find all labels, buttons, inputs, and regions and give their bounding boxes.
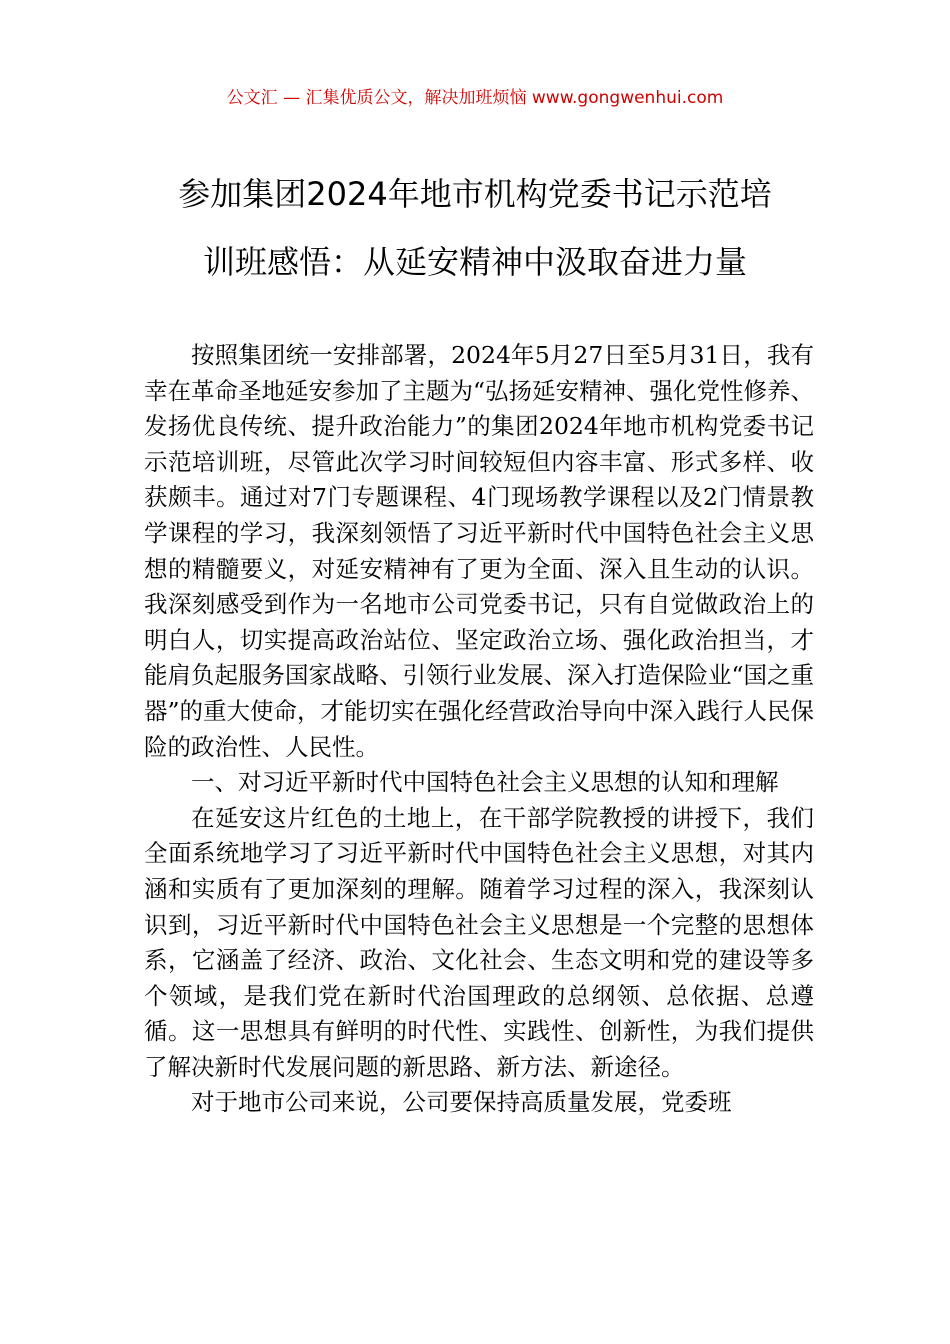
paragraph-continued: 对于地市公司来说，公司要保持高质量发展，党委班 — [191, 1088, 732, 1117]
title-line-2: 训班感悟：从延安精神中汲取奋进力量 — [202, 243, 747, 281]
document-body — [144, 338, 814, 1121]
section-heading-1: 一、对习近平新时代中国特色社会主义思想的认知和理解 — [191, 768, 779, 797]
paragraph-section-1: 在延安这片红色的土地上，在干部学院教授的讲授下，我们全面系统地学习了习近平新时代中国特色社会主义思想，对其内涵和实质有了更加深刻的理解。随着学习过程的深入，我深刻认识到，习近平新时代中国特色社会主义思想是一个完整的思想体系，它涵盖了经济、政治、文化社会、生态文明和党的建设等多个领域，是我们党在新时代治国理政的总纲领、总依据、总遵循。这一思想具有鲜明的时代性、实践性、创新性，为我们提供了解决新时代发展问题的新思路、新方法、新途径。 — [144, 803, 814, 1081]
title-line-1: 参加集团2024年地市机构党委书记示范培 — [178, 175, 772, 213]
site-banner: 公文汇 — 汇集优质公文，解决加班烦恼 www.gongwenhui.com — [226, 88, 724, 108]
document-title — [100, 160, 850, 296]
paragraph-intro: 按照集团统一安排部署，2024年5月27日至5月31日，我有幸在革命圣地延安参加了主题为“弘扬延安精神、强化党性修养、发扬优良传统、提升政治能力”的集团2024年地市机构党委书记示范培训班，尽管此次学习时间较短但内容丰富、形式多样、收获颇丰。通过对7门专题课程、4门现场教学课程以及2门情景教学课程的学习，我深刻领悟了习近平新时代中国特色社会主义思想的精髓要义，对延安精神有了更为全面、深入且生动的认识。我深刻感受到作为一名地市公司党委书记，只有自觉做政治上的明白人，切实提高政治站位、坚定政治立场、强化政治担当，才能肩负起服务国家战略、引领行业发展、深入打造保险业“国之重器”的重大使命，才能切实在强化经营政治导向中深入践行人民保险的政治性、人民性。 — [144, 341, 815, 761]
